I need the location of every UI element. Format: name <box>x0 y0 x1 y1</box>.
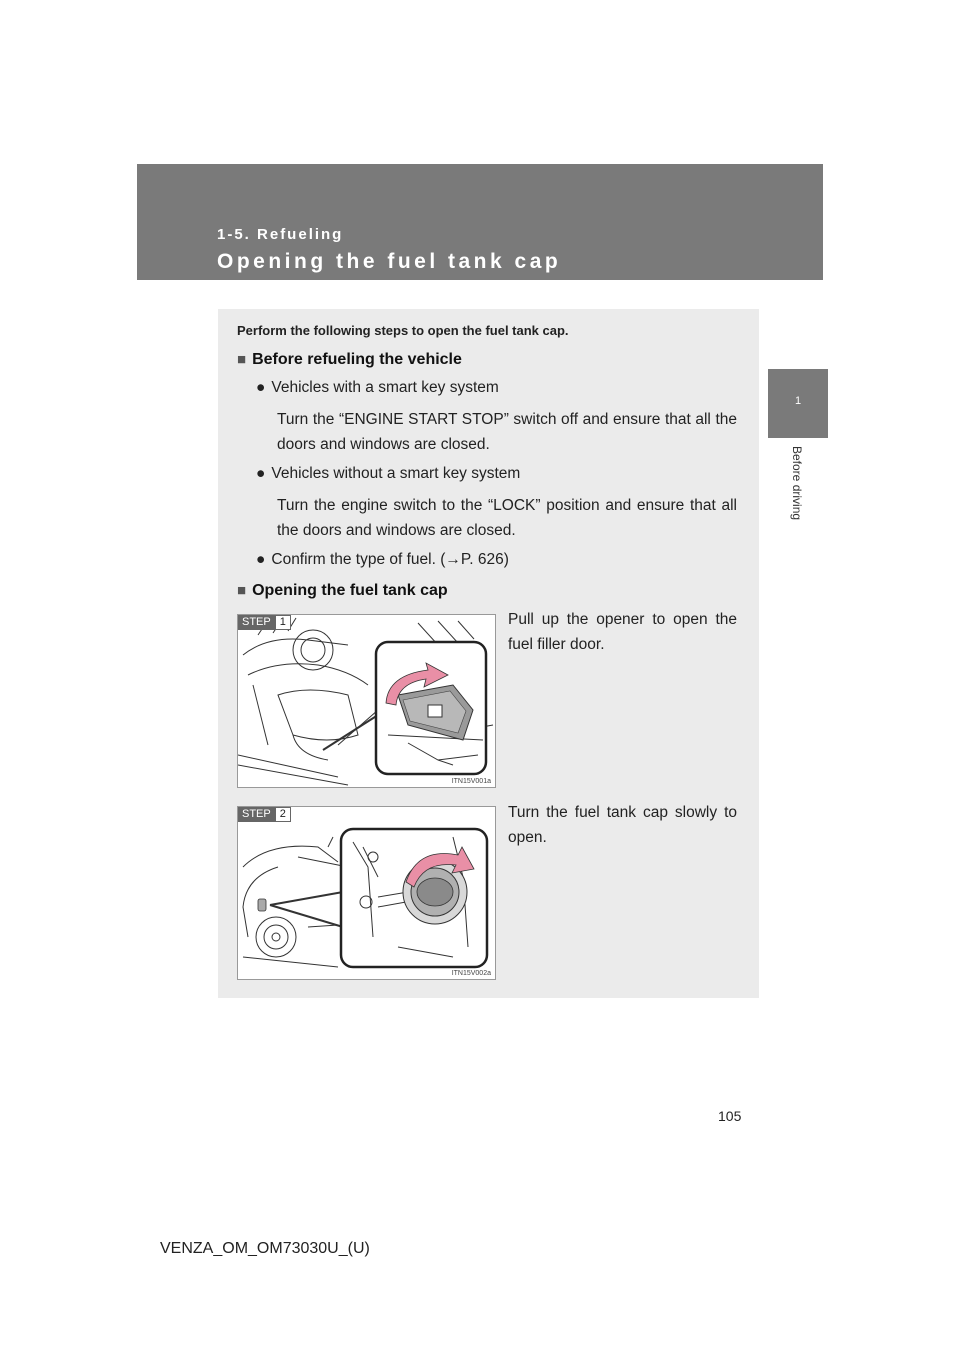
step2-badge: STEP 2 <box>238 807 291 822</box>
chapter-tab-label: Before driving <box>790 446 804 521</box>
document-code: VENZA_OM_OM73030U_(U) <box>160 1240 370 1257</box>
step2-image-code: ITN15V002a <box>451 970 491 977</box>
chapter-header <box>137 164 823 280</box>
bullet-dot-icon: ● <box>256 551 266 568</box>
page-title: Opening the fuel tank cap <box>217 250 562 273</box>
heading-text: Opening the fuel tank cap <box>252 582 448 599</box>
bullet-text: Vehicles with a smart key system <box>271 379 499 396</box>
chapter-tab <box>768 369 828 438</box>
bullet-smart-key <box>256 379 499 397</box>
bullet-dot-icon: ● <box>256 465 266 482</box>
section-heading-before-refueling <box>237 351 462 369</box>
bullet-dot-icon: ● <box>256 379 266 396</box>
square-bullet-icon: ■ <box>237 351 247 368</box>
heading-text: Before refueling the vehicle <box>252 351 462 368</box>
bullet-no-smart-key <box>256 465 520 483</box>
bullet-text: Confirm the type of fuel. (→P. 626) <box>271 551 509 568</box>
paragraph-no-smart-key: Turn the engine switch to the “LOCK” position and ensure that all the doors and windows are closed. <box>277 497 737 539</box>
section-heading-opening-cap <box>237 582 448 600</box>
step1-text: Pull up the opener to open the fuel filler door. <box>508 611 737 653</box>
content-panel <box>218 309 759 998</box>
step2-illustration <box>237 806 496 980</box>
square-bullet-icon: ■ <box>237 582 247 599</box>
bullet-text: Vehicles without a smart key system <box>271 465 521 482</box>
step1-illustration <box>237 614 496 788</box>
paragraph-smart-key: Turn the “ENGINE START STOP” switch off and ensure that all the doors and windows are closed. <box>277 411 737 453</box>
step1-image-code: ITN15V001a <box>451 778 491 785</box>
chapter-tab-number: 1 <box>794 395 802 407</box>
car-interior-opener-drawing <box>238 615 495 787</box>
step2-text: Turn the fuel tank cap slowly to open. <box>508 804 737 846</box>
step1-badge: STEP 1 <box>238 615 291 630</box>
fuel-cap-drawing <box>238 807 495 979</box>
section-label: 1-5. Refueling <box>217 226 344 243</box>
intro-text: Perform the following steps to open the fuel tank cap. <box>237 323 569 338</box>
page-number: 105 <box>718 1108 742 1124</box>
bullet-fuel-type <box>256 551 509 569</box>
